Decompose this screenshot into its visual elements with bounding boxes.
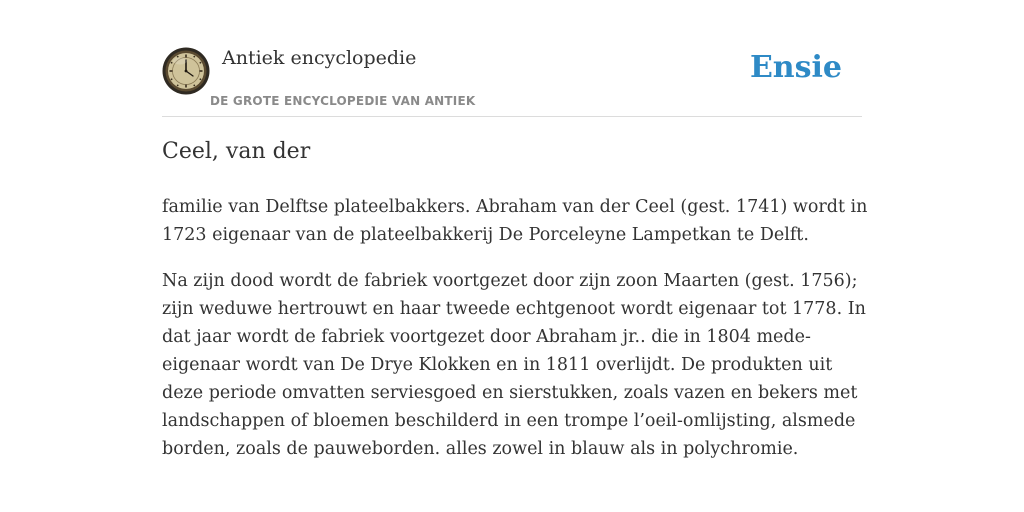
clock-icon[interactable]	[162, 47, 210, 95]
site-subtitle: DE GROTE ENCYCLOPEDIE VAN ANTIEK	[210, 94, 476, 108]
site-header	[162, 44, 862, 117]
article-body	[162, 193, 874, 481]
paragraph: Na zijn dood wordt de fabriek voortgezet door zijn zoon Maarten (gest. 1756); zijn weduwe hertrouwt en haar tweede echtgenoot wordt eigenaar tot 1778. In dat jaar wordt de fabriek voortgezet door Abraham jr.. die in 1804 mede-eigenaar wordt van De Drye Klokken en in 1811 overlijdt. De produkten uit deze periode omvatten serviesgoed en sierstukken, zoals vazen en bekers met landschappen of bloemen beschilderd in een trompe l’oeil-omlijsting, alsmede borden, zoals de pauweborden. alles zowel in blauw als in polychromie.	[162, 271, 866, 459]
site-title[interactable]: Antiek encyclopedie	[222, 47, 417, 69]
paragraph: familie van Delftse plateelbakkers. Abraham van der Ceel (gest. 1741) wordt in 1723 eigenaar van de plateelbakkerij De Porceleyne Lampetkan te Delft.	[162, 197, 868, 245]
brand-logo[interactable]: Ensie	[749, 50, 842, 85]
page-title: Ceel, van der	[162, 139, 311, 164]
